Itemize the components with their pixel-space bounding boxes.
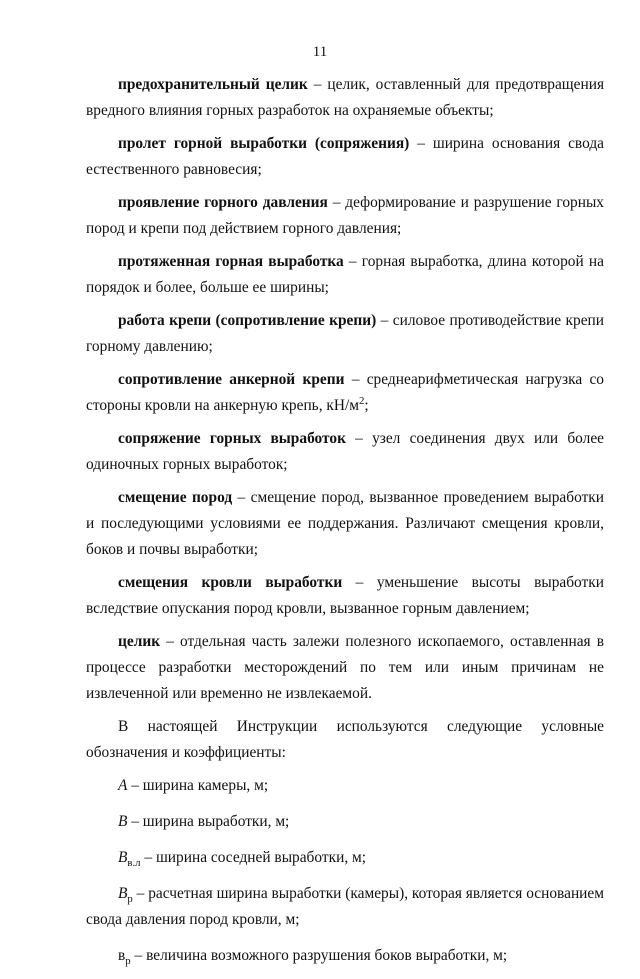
- definition-term: работа крепи (сопротивление крепи): [118, 312, 377, 329]
- definition-item: [86, 308, 604, 360]
- superscript: 2: [359, 394, 365, 407]
- definition-term: сопротивление анкерной крепи: [118, 371, 345, 388]
- definition-separator: –: [344, 371, 367, 388]
- definition-item: [86, 249, 604, 301]
- definition-item: [86, 367, 604, 419]
- symbol-name: B: [118, 849, 128, 866]
- definition-separator: –: [232, 489, 251, 506]
- definition-item: [86, 570, 604, 622]
- definition-separator: –: [343, 253, 362, 270]
- definition-item: [86, 485, 604, 563]
- symbol-item: [86, 809, 604, 835]
- definition-text: деформирование и разрушение горных пород и крепи под действием горного давления;: [86, 194, 605, 237]
- definition-term: смещение пород: [118, 489, 233, 506]
- symbol-name: B: [118, 885, 128, 902]
- symbol-name: в: [118, 947, 126, 964]
- definition-term: протяженная горная выработка: [118, 253, 344, 270]
- symbol-name: A: [118, 777, 128, 794]
- definition-separator: –: [409, 135, 433, 152]
- symbol-item: [86, 773, 604, 799]
- symbol-description: – величина возможного разрушения боков выработки, м;: [130, 947, 508, 964]
- symbols-intro: В настоящей Инструкции используются следующие условные обозначения и коэффициенты:: [86, 718, 604, 761]
- symbol-description: – ширина камеры, м;: [127, 777, 269, 794]
- symbol-subscript: р: [125, 955, 131, 968]
- definition-tail: ;: [364, 397, 369, 414]
- definition-text: целик, оставленный для предотвращения вредного влияния горных разработок на охраняемые объекты;: [86, 76, 605, 119]
- definition-term: предохранительный целик: [118, 76, 308, 93]
- definition-term: смещения кровли выработки: [118, 574, 343, 591]
- definition-text: узел соединения двух или более одиночных горных выработок;: [86, 430, 604, 473]
- definition-separator: –: [307, 76, 328, 93]
- definition-separator: –: [376, 312, 393, 329]
- definition-text: среднеарифметическая нагрузка со стороны кровли на анкерную крепь, кН/м: [86, 371, 604, 414]
- definition-text: силовое противодействие крепи горному давлению;: [86, 312, 604, 355]
- definition-separator: –: [345, 430, 373, 447]
- symbol-item: [86, 943, 604, 969]
- symbol-item: [86, 881, 604, 933]
- symbol-description: – расчетная ширина выработки (камеры), которая является основанием свода давления пород кровли, м;: [86, 885, 604, 928]
- symbol-subscript: в.л: [127, 857, 141, 870]
- definition-item: [86, 190, 604, 242]
- definition-text: горная выработка, длина которой на порядок и более, больше ее ширины;: [86, 253, 604, 296]
- definition-term: проявление горного давления: [118, 194, 328, 211]
- symbol-subscript: р: [127, 893, 133, 906]
- definition-item: [86, 629, 604, 707]
- page-number: 11: [312, 44, 328, 60]
- definition-term: целик: [118, 633, 161, 650]
- definition-item: [86, 426, 604, 478]
- definition-separator: –: [160, 633, 180, 650]
- definition-text: смещение пород, вызванное проведением выработки и последующими условиями ее поддержания. Различают смещения кровли, боков и почвы выработки;: [86, 489, 605, 558]
- definition-term: сопряжение горных выработок: [118, 430, 346, 447]
- definition-text: отдельная часть залежи полезного ископаемого, оставленная в процессе разработки месторождений по тем или иным причинам не извлеченной или временно не извлекаемой.: [86, 633, 604, 702]
- symbol-description: – ширина соседней выработки, м;: [140, 849, 367, 866]
- definition-separator: –: [342, 574, 377, 591]
- symbol-description: – ширина выработки, м;: [127, 813, 290, 830]
- definition-separator: –: [327, 194, 346, 211]
- symbol-item: [86, 845, 604, 871]
- definition-text: уменьшение высоты выработки вследствие опускания пород кровли, вызванное горным давлением;: [86, 574, 604, 617]
- definition-item: [86, 131, 604, 183]
- definition-term: пролет горной выработки (сопряжения): [118, 135, 410, 152]
- definition-text: ширина основания свода естественного равновесия;: [86, 135, 604, 178]
- page-content: [86, 72, 604, 979]
- symbol-name: B: [118, 813, 128, 830]
- definition-item: [86, 72, 604, 124]
